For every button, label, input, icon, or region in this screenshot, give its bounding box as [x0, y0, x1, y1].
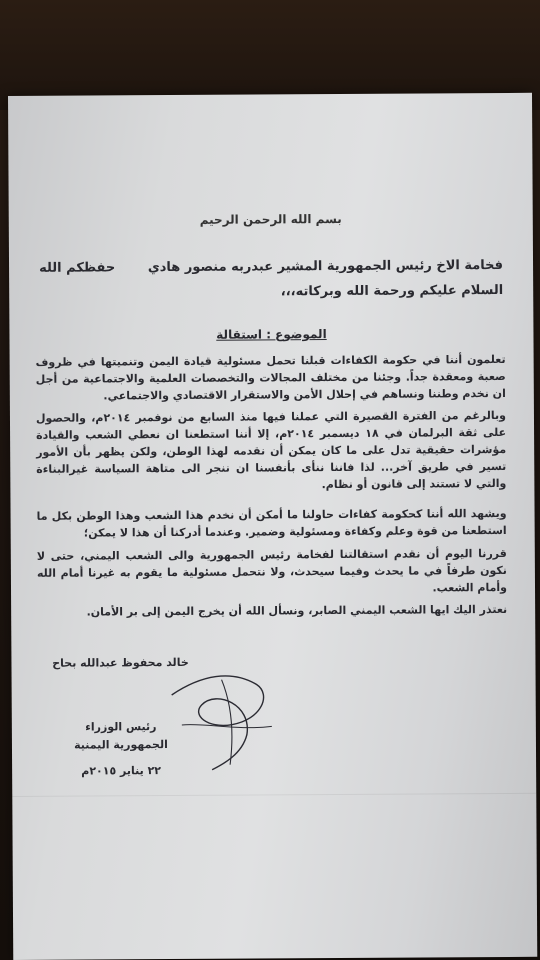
- signatory-name: خالد محفوظ عبدالله بحاح: [52, 655, 189, 670]
- signature-block: [45, 655, 195, 778]
- subject-line: الموضوع : استقالة: [216, 327, 327, 342]
- paragraph-2: وبالرغم من الفترة القصيرة التي عملنا فيها منذ السابع من نوفمبر ٢٠١٤م، والحصول على ثقة البرلمان في ١٨ ديسمبر ٢٠١٤م، إلا أننا استطعنا ان نعطي الشعب والقيادة مؤشرات حقيقية تدل على ما كان يمكن أن نقدمه لهذا الوطن، ولكن يظهر بأن الأمور تسير في طريق آخر... لذا فاننا ننأى بأنفسنا ان ننجر الى متاهة السياسة غيرالبناءة والتي لا تستند إلى قانون أو نظام.: [35, 408, 507, 492]
- letter-date: ٢٢ يناير ٢٠١٥م: [81, 764, 162, 778]
- signatory-country: الجمهورية اليمنية: [74, 738, 168, 752]
- addressee-line: [39, 258, 503, 276]
- paragraph-5: نعتذر اليك ايها الشعب اليمني الصابر، ونسأل الله أن يخرج اليمن إلى بر الأمان.: [86, 602, 508, 619]
- basmala: بسم الله الرحمن الرحيم: [199, 211, 342, 227]
- letter-content: [8, 93, 537, 960]
- signatory-title: رئيس الوزراء: [85, 720, 157, 734]
- addressee: فخامة الاخ رئيس الجمهورية المشير عبدربه منصور هادي: [147, 257, 504, 276]
- paragraph-4: قررنا اليوم أن نقدم استقالتنا لفخامة رئيس الجمهورية والى الشعب اليمني، حتى لا نكون طرفاً في ما يحدث وفيما سيحدث، ولا نتحمل مسئولية ما يقوم به غيرنا أمام الله وأمام الشعب.: [36, 546, 508, 595]
- paragraph-3: ويشهد الله أننا كحكومة كفاءات حاولنا ما أمكن أن نخدم هذا الشعب وهذا الوطن بكل ما استطعنا من قوة وعلم وكفاءة ومسئولية وضمير. وعندما أدركنا أن هذا لا يمكن؛: [36, 506, 507, 540]
- letter-paper: [8, 93, 537, 960]
- greeting: السلام عليكم ورحمة الله وبركاته،،،: [280, 282, 504, 300]
- honorific: حفظكم الله: [39, 260, 116, 276]
- paper-fold: [12, 793, 536, 797]
- handwritten-signature: [161, 664, 282, 775]
- paragraph-1: تعلمون أننا في حكومة الكفاءات قبلنا تحمل مسئولية قيادة اليمن وتنميتها في ظروف صعبة ومعقدة جداً. وجئنا من مختلف المجالات والتخصصات العلمية والاجتماعية من أجل ان نخدم وطننا ونساهم في إحلال الأمن والاستقرار الاقتصادي والاجتماعي.: [35, 352, 506, 403]
